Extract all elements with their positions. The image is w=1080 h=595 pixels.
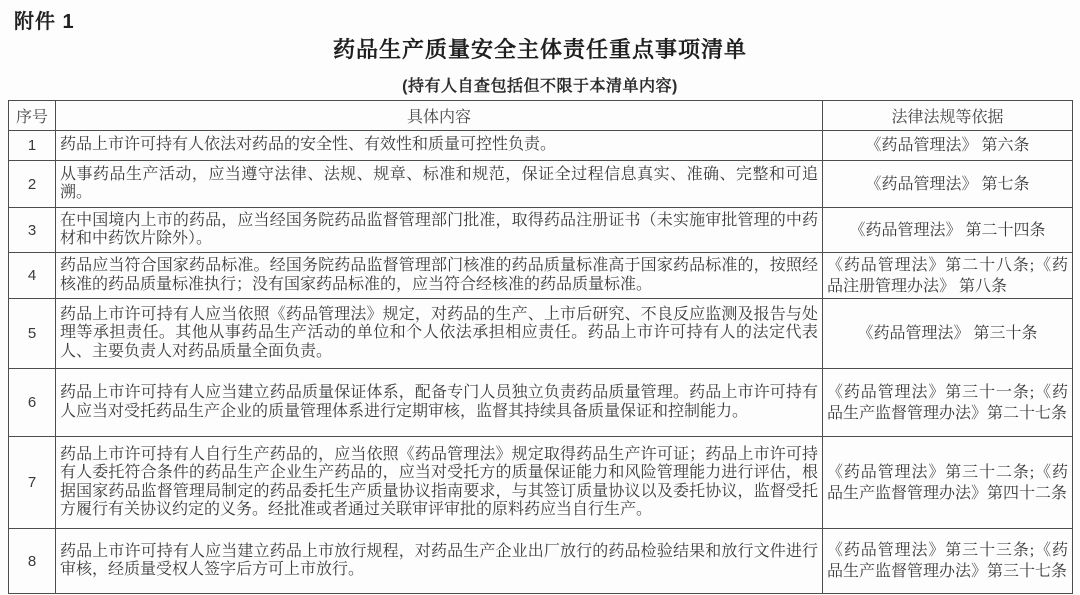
row-no: 4 [9,253,56,299]
table-row [9,529,1073,594]
table-header-row [9,101,1073,131]
row-no: 6 [9,369,56,437]
attachment-label: 附件 1 [14,11,75,33]
table-row [9,369,1073,437]
header-content: 具体内容 [56,101,823,131]
row-basis: 《药品管理法》第三十三条;《药品生产监督管理办法》第三十七条 [823,529,1073,594]
row-basis: 《药品管理法》第三十一条;《药品生产监督管理办法》第二十七条 [823,369,1073,437]
row-no: 8 [9,529,56,594]
row-content: 药品上市许可持有人应当依照《药品管理法》规定，对药品的生产、上市后研究、不良反应监测及报告与处理等承担责任。其他从事药品生产活动的单位和个人依法承担相应责任。药品上市许可持有人的法定代表人、主要负责人对药品质量全面负责。 [56,299,823,369]
responsibility-table [8,100,1073,594]
row-content: 药品上市许可持有人应当建立药品上市放行规程，对药品生产企业出厂放行的药品检验结果和放行文件进行审核，经质量受权人签字后方可上市放行。 [56,529,823,594]
row-no: 7 [9,437,56,529]
row-no: 3 [9,208,56,253]
table-row [9,208,1073,253]
row-content: 在中国境内上市的药品，应当经国务院药品监督管理部门批准，取得药品注册证书（未实施审批管理的中药材和中药饮片除外）。 [56,208,823,253]
row-basis: 《药品管理法》 第三十条 [823,299,1073,369]
row-no: 2 [9,161,56,208]
row-content: 药品应当符合国家药品标准。经国务院药品监督管理部门核准的药品质量标准高于国家药品标准的，按照经核准的药品质量标准执行；没有国家药品标准的，应当符合经核准的药品质量标准。 [56,253,823,299]
row-basis: 《药品管理法》 第六条 [823,131,1073,161]
page-subtitle: (持有人自查包括但不限于本清单内容) [402,78,678,95]
row-basis: 《药品管理法》 第二十四条 [823,208,1073,253]
row-no: 5 [9,299,56,369]
row-content: 从事药品生产活动，应当遵守法律、法规、规章、标准和规范，保证全过程信息真实、准确、完整和可追溯。 [56,161,823,208]
table-row [9,437,1073,529]
header-basis: 法律法规等依据 [823,101,1073,131]
row-basis: 《药品管理法》 第七条 [823,161,1073,208]
row-basis: 《药品管理法》第三十二条;《药品生产监督管理办法》第四十二条 [823,437,1073,529]
row-basis: 《药品管理法》第二十八条;《药品注册管理办法》 第八条 [823,253,1073,299]
row-content: 药品上市许可持有人依法对药品的安全性、有效性和质量可控性负责。 [56,131,823,161]
page-title: 药品生产质量安全主体责任重点事项清单 [332,37,747,62]
row-content: 药品上市许可持有人自行生产药品的，应当依照《药品管理法》规定取得药品生产许可证；药品上市许可持有人委托符合条件的药品生产企业生产药品的，应当对受托方的质量保证能力和风险管理能力进行评估，根据国家药品监督管理局制定的药品委托生产质量协议指南要求，与其签订质量协议以及委托协议，监督受托方履行有关协议约定的义务。经批准或者通过关联审评审批的原料药应当自行生产。 [56,437,823,529]
table-row [9,161,1073,208]
table-row [9,299,1073,369]
row-no: 1 [9,131,56,161]
row-content: 药品上市许可持有人应当建立药品质量保证体系，配备专门人员独立负责药品质量管理。药品上市许可持有人应当对受托药品生产企业的质量管理体系进行定期审核，监督其持续具备质量保证和控制能力。 [56,369,823,437]
header-no: 序号 [9,101,56,131]
table-row [9,253,1073,299]
table-row [9,131,1073,161]
